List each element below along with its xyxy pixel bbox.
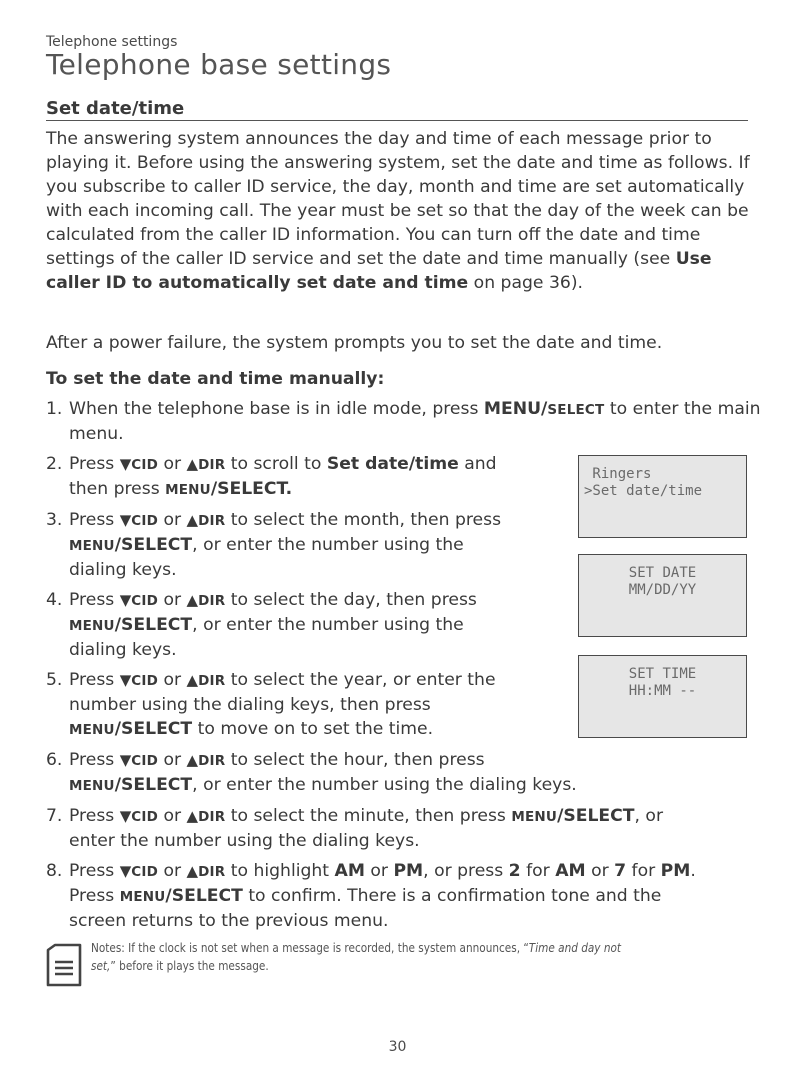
down-arrow-icon: ▼ xyxy=(119,751,132,769)
step-text: Press xyxy=(69,750,120,770)
key-cid: CID xyxy=(131,864,158,880)
key-menu: MENU xyxy=(69,778,115,794)
note-text xyxy=(91,940,624,976)
key-menu: MENU xyxy=(119,889,166,905)
step-text: to confirm. There is a confirmation tone and the xyxy=(242,886,662,906)
down-arrow-icon: ▼ xyxy=(119,591,132,609)
step-text: , or enter the number using the xyxy=(192,535,464,555)
key-dir: DIR xyxy=(198,457,226,473)
option-pm: PM xyxy=(393,861,424,881)
down-arrow-icon: ▼ xyxy=(119,671,132,689)
up-arrow-icon: ▲ xyxy=(186,751,199,769)
key-cid: CID xyxy=(131,673,158,689)
procedure-heading: To set the date and time manually: xyxy=(46,369,385,389)
step-text: Press xyxy=(69,670,120,690)
key-select: /SELECT xyxy=(114,615,193,635)
step-5 xyxy=(46,668,569,742)
lcd-screen-menu xyxy=(578,455,747,538)
key-select: /SELECT xyxy=(557,806,635,826)
step-text: then press xyxy=(69,479,166,499)
note-quote: Time and day not set, xyxy=(91,941,622,974)
digit-key-2: 2 xyxy=(508,861,521,881)
step-text: to highlight xyxy=(225,861,335,881)
step-text: or xyxy=(585,861,615,881)
step-text: , or enter the number using the xyxy=(192,615,464,635)
step-text: , or enter the number using the dialing keys. xyxy=(192,775,577,795)
step-2 xyxy=(46,452,559,502)
step-text: Press xyxy=(69,454,120,474)
digit-key-7: 7 xyxy=(614,861,627,881)
key-menu: MENU xyxy=(69,538,115,554)
step-text: or xyxy=(158,590,187,610)
intro-text-end: on page 36). xyxy=(468,273,583,293)
key-menu: MENU/ xyxy=(483,399,548,419)
key-select: /SELECT xyxy=(114,775,193,795)
lcd-line: SET DATE xyxy=(628,565,697,581)
step-7 xyxy=(46,804,769,853)
menu-option-set-date-time: Set date/time xyxy=(326,454,459,474)
step-number: 6. xyxy=(46,750,63,770)
step-text: to scroll to xyxy=(225,454,327,474)
down-arrow-icon: ▼ xyxy=(119,455,132,473)
lcd-line: >Set date/time xyxy=(584,483,703,499)
lcd-line: HH:MM -- xyxy=(628,683,697,699)
step-text: . xyxy=(690,861,696,881)
key-dir: DIR xyxy=(198,809,226,825)
step-text: to select the minute, then press xyxy=(225,806,512,826)
step-number: 8. xyxy=(46,861,63,881)
step-text: Press xyxy=(69,886,120,906)
step-3 xyxy=(46,508,569,582)
down-arrow-icon: ▼ xyxy=(119,511,132,529)
key-cid: CID xyxy=(131,593,158,609)
step-text: for xyxy=(520,861,556,881)
step-text: to move on to set the time. xyxy=(192,719,434,739)
step-text: to select the year, or enter the xyxy=(225,670,496,690)
lcd-line: SET TIME xyxy=(628,666,697,682)
step-text: or xyxy=(158,510,187,530)
step-number: 1. xyxy=(46,399,63,419)
option-am: AM xyxy=(334,861,365,881)
key-menu: MENU xyxy=(165,482,211,498)
section-heading: Set date/time xyxy=(46,98,748,121)
step-text: number using the dialing keys, then press xyxy=(69,695,431,715)
key-cid: CID xyxy=(131,513,158,529)
cross-reference-link: Use caller ID to automatically set date and time xyxy=(46,249,712,293)
key-dir: DIR xyxy=(198,864,226,880)
step-text: or xyxy=(364,861,394,881)
key-select: /SELECT xyxy=(165,886,243,906)
step-text: enter the number using the dialing keys. xyxy=(69,831,420,851)
up-arrow-icon: ▲ xyxy=(186,671,199,689)
down-arrow-icon: ▼ xyxy=(119,807,132,825)
step-text: , or xyxy=(634,806,664,826)
key-menu: MENU xyxy=(69,722,115,738)
key-dir: DIR xyxy=(198,513,226,529)
key-cid: CID xyxy=(131,809,158,825)
step-text: to enter the main menu. xyxy=(69,399,761,444)
power-failure-note: After a power failure, the system prompts you to set the date and time. xyxy=(46,333,663,353)
key-cid: CID xyxy=(131,753,158,769)
step-number: 5. xyxy=(46,670,63,690)
lcd-line: MM/DD/YY xyxy=(628,582,697,598)
step-8 xyxy=(46,859,775,933)
key-select: /SELECT xyxy=(114,535,193,555)
step-text: Press xyxy=(69,510,120,530)
step-text: Press xyxy=(69,861,120,881)
intro-paragraph xyxy=(46,127,752,295)
key-select: /SELECT xyxy=(114,719,193,739)
page-title: Telephone base settings xyxy=(46,48,392,81)
step-text: , or press xyxy=(423,861,509,881)
step-text: or xyxy=(158,806,187,826)
step-text: to select the day, then press xyxy=(225,590,477,610)
step-text: or xyxy=(158,670,187,690)
key-cid: CID xyxy=(131,457,158,473)
up-arrow-icon: ▲ xyxy=(186,591,199,609)
step-number: 7. xyxy=(46,806,63,826)
step-text: dialing keys. xyxy=(69,560,177,580)
option-pm: PM xyxy=(660,861,691,881)
step-text: to select the hour, then press xyxy=(225,750,485,770)
key-menu: MENU xyxy=(511,809,558,825)
section-kicker: Telephone settings xyxy=(46,34,178,50)
step-text: screen returns to the previous menu. xyxy=(69,911,389,931)
key-dir: DIR xyxy=(198,753,226,769)
up-arrow-icon: ▲ xyxy=(186,455,199,473)
step-text: or xyxy=(158,750,187,770)
step-text: and xyxy=(458,454,497,474)
lcd-line: Ringers xyxy=(584,466,652,482)
key-menu: MENU xyxy=(69,618,115,634)
step-text: or xyxy=(158,454,187,474)
step-text: dialing keys. xyxy=(69,640,177,660)
step-number: 3. xyxy=(46,510,63,530)
intro-text: The answering system announces the day and time of each message prior to playing it. Before using the answering system, set the date and time as follows. If you subscribe to caller ID service, the day, month and time are set automatically with each incoming call. The year must be set so that the day of the week can be calculated from the caller ID information. You can turn off the date and time settings of the caller ID service and set the date and time manually (see xyxy=(46,129,750,269)
down-arrow-icon: ▼ xyxy=(119,862,132,880)
note-prefix: Notes: If the clock is not set when a message is recorded, the system announces, “ xyxy=(91,941,529,956)
key-select-small: SELECT xyxy=(547,402,605,418)
step-text: or xyxy=(158,861,187,881)
step-1 xyxy=(46,397,795,446)
up-arrow-icon: ▲ xyxy=(186,862,199,880)
key-select: /SELECT. xyxy=(210,479,293,499)
lcd-screen-set-time xyxy=(578,655,747,738)
page-number: 30 xyxy=(388,1039,407,1055)
step-text: Press xyxy=(69,806,120,826)
key-dir: DIR xyxy=(198,593,226,609)
key-dir: DIR xyxy=(198,673,226,689)
step-text: for xyxy=(626,861,661,881)
step-4 xyxy=(46,588,569,662)
up-arrow-icon: ▲ xyxy=(186,807,199,825)
step-text: to select the month, then press xyxy=(225,510,502,530)
step-number: 2. xyxy=(46,454,63,474)
note-document-icon xyxy=(46,943,82,987)
up-arrow-icon: ▲ xyxy=(186,511,199,529)
step-number: 4. xyxy=(46,590,63,610)
step-text: Press xyxy=(69,590,120,610)
option-am: AM xyxy=(555,861,586,881)
step-6 xyxy=(46,748,769,798)
note-suffix: ” before it plays the message. xyxy=(110,959,269,974)
step-text: When the telephone base is in idle mode, press xyxy=(69,399,484,419)
lcd-screen-set-date xyxy=(578,554,747,637)
